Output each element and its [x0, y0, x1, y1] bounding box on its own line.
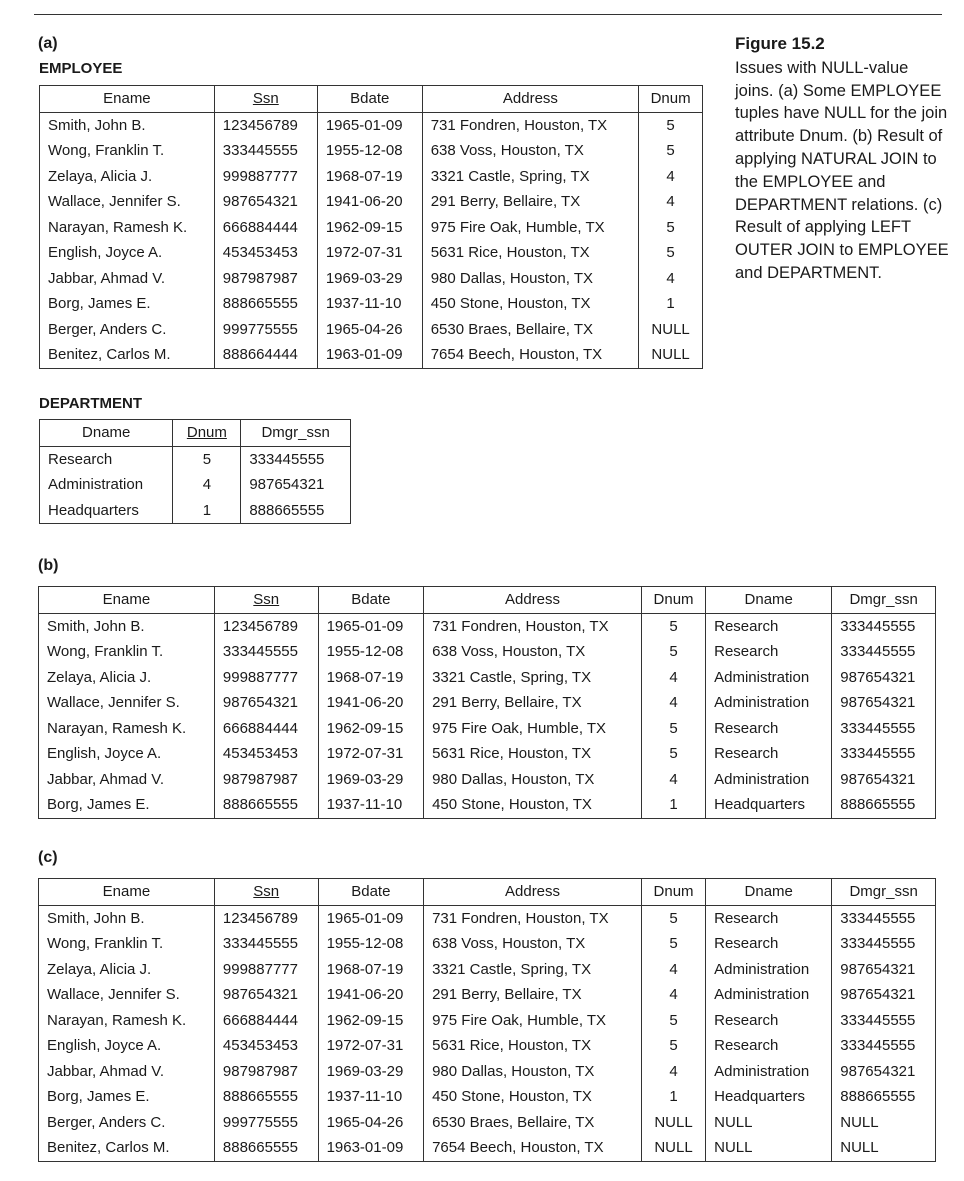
cell-ename: Zelaya, Alicia J. [47, 960, 152, 978]
cell-ssn: 666884444 [214, 215, 317, 241]
cell-bdate: 1965-01-09 [317, 112, 422, 138]
column-header-bdate: Bdate [318, 879, 424, 906]
cell-ename: Narayan, Ramesh K. [47, 1011, 187, 1029]
cell-bdate: 1941-06-20 [317, 189, 422, 215]
cell-ename: English, Joyce A. [47, 1037, 162, 1055]
employee-relation-name: EMPLOYEE [39, 60, 123, 77]
table-row [40, 342, 703, 368]
cell-dnum: 4 [639, 164, 703, 190]
cell-dnum: 4 [641, 767, 705, 793]
cell-dnum: NULL [641, 1110, 705, 1136]
cell-dname: Research [706, 716, 832, 742]
cell-bdate: 1969-03-29 [318, 1059, 424, 1085]
natural-join-table-body [39, 613, 936, 818]
cell-dnum: 5 [641, 1033, 705, 1059]
cell-dnum: 4 [639, 189, 703, 215]
cell-ssn: 987654321 [214, 189, 317, 215]
column-header-dmgr-ssn: Dmgr_ssn [832, 587, 936, 614]
cell-ssn: 999887777 [214, 164, 317, 190]
figure-title: Figure 15.2 [735, 34, 825, 53]
cell-dmgr-ssn: 987654321 [241, 472, 351, 498]
part-a-label: (a) [38, 35, 58, 52]
cell-dnum: 5 [639, 215, 703, 241]
column-header-dmgr-ssn: Dmgr_ssn [241, 420, 351, 447]
cell-dmgr-ssn: 333445555 [832, 931, 936, 957]
column-header-dname: Dname [40, 420, 173, 447]
cell-bdate: 1972-07-31 [318, 1033, 424, 1059]
cell-bdate: 1955-12-08 [317, 138, 422, 164]
cell-ssn: 453453453 [214, 741, 318, 767]
cell-ssn: 999887777 [214, 957, 318, 983]
cell-ssn: 888665555 [214, 1135, 318, 1161]
cell-dname: Administration [706, 957, 832, 983]
table-row [40, 215, 703, 241]
column-header-ssn: Ssn [214, 879, 318, 906]
cell-dname: Administration [48, 476, 144, 494]
cell-dmgr-ssn: 333445555 [832, 1033, 936, 1059]
cell-dnum: NULL [639, 342, 703, 368]
cell-dmgr-ssn: 987654321 [832, 982, 936, 1008]
cell-dname: Administration [706, 1059, 832, 1085]
cell-dmgr-ssn: 333445555 [832, 741, 936, 767]
cell-dname: Research [706, 639, 832, 665]
figure-caption [735, 33, 950, 285]
column-header-dname: Dname [706, 587, 832, 614]
cell-bdate: 1965-04-26 [317, 317, 422, 343]
cell-ename: Zelaya, Alicia J. [47, 668, 152, 686]
cell-dname: Headquarters [48, 501, 139, 519]
cell-dnum: 5 [641, 613, 705, 639]
cell-dnum: 4 [641, 690, 705, 716]
column-header-ename: Ename [39, 587, 215, 614]
cell-ssn: 453453453 [214, 1033, 318, 1059]
cell-dname: Research [706, 1008, 832, 1034]
cell-address: 3321 Castle, Spring, TX [424, 957, 642, 983]
table-row [40, 317, 703, 343]
cell-address: 450 Stone, Houston, TX [422, 291, 638, 317]
table-row [39, 931, 936, 957]
cell-bdate: 1968-07-19 [317, 164, 422, 190]
cell-ename: Borg, James E. [48, 295, 151, 313]
cell-address: 291 Berry, Bellaire, TX [422, 189, 638, 215]
cell-bdate: 1941-06-20 [318, 690, 424, 716]
cell-ssn: 888665555 [214, 1084, 318, 1110]
cell-address: 638 Voss, Houston, TX [422, 138, 638, 164]
employee-table-body [40, 112, 703, 368]
column-header-address: Address [424, 587, 642, 614]
cell-dnum: 1 [641, 1084, 705, 1110]
cell-ename: Benitez, Carlos M. [48, 346, 171, 364]
cell-dmgr-ssn: 987654321 [832, 957, 936, 983]
cell-dmgr-ssn: 888665555 [241, 498, 351, 524]
part-b-label: (b) [38, 557, 59, 574]
cell-dname: Headquarters [706, 792, 832, 818]
cell-ssn: 888664444 [214, 342, 317, 368]
employee-table [39, 85, 703, 369]
natural-join-table [38, 586, 936, 819]
cell-ssn: 999775555 [214, 1110, 318, 1136]
cell-dnum: 4 [639, 266, 703, 292]
cell-dname: Administration [706, 982, 832, 1008]
cell-bdate: 1965-01-09 [318, 905, 424, 931]
cell-ssn: 123456789 [214, 613, 318, 639]
cell-dnum: NULL [639, 317, 703, 343]
cell-ssn: 888665555 [214, 792, 318, 818]
cell-bdate: 1969-03-29 [318, 767, 424, 793]
cell-dmgr-ssn: NULL [832, 1135, 936, 1161]
cell-bdate: 1968-07-19 [318, 665, 424, 691]
cell-address: 5631 Rice, Houston, TX [422, 240, 638, 266]
cell-dnum: 1 [641, 792, 705, 818]
cell-bdate: 1937-11-10 [318, 1084, 424, 1110]
cell-address: 5631 Rice, Houston, TX [424, 741, 642, 767]
part-c-label: (c) [38, 849, 58, 866]
cell-dname: NULL [706, 1135, 832, 1161]
table-row [39, 1135, 936, 1161]
table-row [40, 446, 351, 472]
column-header-ename: Ename [40, 86, 215, 113]
table-row [39, 792, 936, 818]
cell-ename: Narayan, Ramesh K. [48, 218, 188, 236]
cell-address: 731 Fondren, Houston, TX [424, 613, 642, 639]
cell-dnum: 5 [639, 138, 703, 164]
cell-dmgr-ssn: 888665555 [832, 1084, 936, 1110]
cell-dmgr-ssn: 333445555 [832, 716, 936, 742]
table-row [39, 1008, 936, 1034]
table-row [39, 741, 936, 767]
cell-bdate: 1937-11-10 [318, 792, 424, 818]
cell-dnum: 5 [641, 931, 705, 957]
left-outer-join-header-row [39, 879, 936, 906]
cell-address: 6530 Braes, Bellaire, TX [424, 1110, 642, 1136]
cell-dnum: 5 [641, 639, 705, 665]
column-header-dnum: Dnum [641, 587, 705, 614]
cell-ssn: 987654321 [214, 690, 318, 716]
table-row [39, 1084, 936, 1110]
column-header-ename: Ename [39, 879, 215, 906]
cell-ename: Berger, Anders C. [47, 1113, 166, 1131]
column-header-bdate: Bdate [318, 587, 424, 614]
cell-ssn: 333445555 [214, 138, 317, 164]
column-header-ssn: Ssn [214, 86, 317, 113]
cell-ssn: 888665555 [214, 291, 317, 317]
column-header-address: Address [424, 879, 642, 906]
cell-bdate: 1937-11-10 [317, 291, 422, 317]
table-row [40, 112, 703, 138]
cell-address: 975 Fire Oak, Humble, TX [422, 215, 638, 241]
table-row [39, 639, 936, 665]
cell-dnum: 4 [641, 665, 705, 691]
cell-ename: Wallace, Jennifer S. [47, 986, 180, 1004]
cell-dmgr-ssn: 987654321 [832, 1059, 936, 1085]
cell-address: 638 Voss, Houston, TX [424, 639, 642, 665]
table-row [39, 1110, 936, 1136]
cell-dname: Research [706, 613, 832, 639]
cell-bdate: 1962-09-15 [318, 1008, 424, 1034]
table-row [40, 498, 351, 524]
cell-ename: Wong, Franklin T. [47, 643, 164, 661]
cell-ssn: 987987987 [214, 266, 317, 292]
cell-address: 7654 Beech, Houston, TX [422, 342, 638, 368]
table-row [40, 240, 703, 266]
cell-dmgr-ssn: 888665555 [832, 792, 936, 818]
cell-dname: NULL [706, 1110, 832, 1136]
cell-dnum: 5 [641, 741, 705, 767]
cell-dnum: 4 [173, 472, 241, 498]
cell-bdate: 1965-01-09 [318, 613, 424, 639]
cell-ssn: 987987987 [214, 1059, 318, 1085]
cell-bdate: 1972-07-31 [318, 741, 424, 767]
cell-dnum: 5 [639, 240, 703, 266]
column-header-dmgr-ssn: Dmgr_ssn [832, 879, 936, 906]
cell-address: 5631 Rice, Houston, TX [424, 1033, 642, 1059]
cell-address: 975 Fire Oak, Humble, TX [424, 716, 642, 742]
cell-bdate: 1963-01-09 [317, 342, 422, 368]
cell-address: 980 Dallas, Houston, TX [422, 266, 638, 292]
table-row [40, 164, 703, 190]
cell-dnum: 4 [641, 982, 705, 1008]
cell-ename: Wong, Franklin T. [48, 142, 165, 160]
cell-ename: Borg, James E. [47, 796, 150, 814]
cell-address: 3321 Castle, Spring, TX [424, 665, 642, 691]
cell-ename: Jabbar, Ahmad V. [47, 1062, 165, 1080]
cell-address: 6530 Braes, Bellaire, TX [422, 317, 638, 343]
table-row [40, 189, 703, 215]
cell-bdate: 1968-07-19 [318, 957, 424, 983]
cell-dmgr-ssn: 333445555 [832, 639, 936, 665]
table-row [39, 905, 936, 931]
cell-ssn: 123456789 [214, 905, 318, 931]
cell-ssn: 999775555 [214, 317, 317, 343]
cell-dnum: 5 [641, 1008, 705, 1034]
cell-address: 450 Stone, Houston, TX [424, 1084, 642, 1110]
top-rule [34, 14, 942, 15]
table-row [39, 1059, 936, 1085]
table-row [40, 266, 703, 292]
table-row [39, 767, 936, 793]
cell-ename: Jabbar, Ahmad V. [48, 269, 166, 287]
table-row [39, 613, 936, 639]
cell-ssn: 666884444 [214, 716, 318, 742]
cell-ssn: 453453453 [214, 240, 317, 266]
table-row [40, 291, 703, 317]
cell-dnum: 1 [639, 291, 703, 317]
cell-dname: Research [706, 905, 832, 931]
cell-bdate: 1962-09-15 [317, 215, 422, 241]
cell-ename: English, Joyce A. [48, 244, 163, 262]
cell-bdate: 1955-12-08 [318, 931, 424, 957]
cell-dmgr-ssn: NULL [832, 1110, 936, 1136]
cell-dname: Administration [706, 665, 832, 691]
cell-ename: Wong, Franklin T. [47, 935, 164, 953]
cell-bdate: 1941-06-20 [318, 982, 424, 1008]
table-row [39, 690, 936, 716]
column-header-dnum: Dnum [639, 86, 703, 113]
table-row [39, 716, 936, 742]
cell-dmgr-ssn: 987654321 [832, 665, 936, 691]
column-header-address: Address [422, 86, 638, 113]
cell-ename: Berger, Anders C. [48, 320, 167, 338]
cell-bdate: 1955-12-08 [318, 639, 424, 665]
column-header-dnum: Dnum [641, 879, 705, 906]
cell-dname: Research [706, 931, 832, 957]
column-header-bdate: Bdate [317, 86, 422, 113]
table-row [39, 1033, 936, 1059]
column-header-dnum: Dnum [173, 420, 241, 447]
cell-dname: Administration [706, 690, 832, 716]
cell-dmgr-ssn: 333445555 [832, 905, 936, 931]
cell-ssn: 333445555 [214, 639, 318, 665]
cell-address: 291 Berry, Bellaire, TX [424, 690, 642, 716]
cell-address: 291 Berry, Bellaire, TX [424, 982, 642, 1008]
cell-ename: Zelaya, Alicia J. [48, 167, 153, 185]
cell-dnum: 4 [641, 957, 705, 983]
cell-dname: Headquarters [706, 1084, 832, 1110]
cell-address: 731 Fondren, Houston, TX [424, 905, 642, 931]
employee-header-row [40, 86, 703, 113]
column-header-dname: Dname [706, 879, 832, 906]
cell-dmgr-ssn: 333445555 [832, 613, 936, 639]
cell-dmgr-ssn: 987654321 [832, 767, 936, 793]
cell-ename: Borg, James E. [47, 1088, 150, 1106]
cell-ename: Smith, John B. [48, 116, 146, 134]
cell-dname: Research [48, 450, 113, 468]
table-row [39, 665, 936, 691]
cell-dname: Research [706, 1033, 832, 1059]
cell-bdate: 1965-04-26 [318, 1110, 424, 1136]
table-row [39, 982, 936, 1008]
cell-dmgr-ssn: 333445555 [241, 446, 351, 472]
cell-dmgr-ssn: 333445555 [832, 1008, 936, 1034]
cell-ssn: 123456789 [214, 112, 317, 138]
cell-dname: Administration [706, 767, 832, 793]
cell-dnum: 5 [639, 112, 703, 138]
column-header-ssn: Ssn [214, 587, 318, 614]
cell-ename: Narayan, Ramesh K. [47, 719, 187, 737]
cell-ssn: 987654321 [214, 982, 318, 1008]
cell-address: 638 Voss, Houston, TX [424, 931, 642, 957]
cell-ssn: 333445555 [214, 931, 318, 957]
cell-address: 3321 Castle, Spring, TX [422, 164, 638, 190]
department-table-body [40, 446, 351, 524]
cell-dnum: 5 [173, 446, 241, 472]
cell-address: 7654 Beech, Houston, TX [424, 1135, 642, 1161]
left-outer-join-table [38, 878, 936, 1162]
table-row [39, 957, 936, 983]
cell-dnum: 4 [641, 1059, 705, 1085]
cell-ename: Wallace, Jennifer S. [47, 694, 180, 712]
department-header-row [40, 420, 351, 447]
cell-address: 980 Dallas, Houston, TX [424, 1059, 642, 1085]
cell-bdate: 1963-01-09 [318, 1135, 424, 1161]
cell-dnum: NULL [641, 1135, 705, 1161]
cell-ename: Benitez, Carlos M. [47, 1139, 170, 1157]
cell-ename: English, Joyce A. [47, 745, 162, 763]
cell-bdate: 1972-07-31 [317, 240, 422, 266]
cell-ename: Jabbar, Ahmad V. [47, 770, 165, 788]
cell-dnum: 1 [173, 498, 241, 524]
cell-bdate: 1969-03-29 [317, 266, 422, 292]
cell-address: 975 Fire Oak, Humble, TX [424, 1008, 642, 1034]
cell-ssn: 999887777 [214, 665, 318, 691]
figure-caption-text: Issues with NULL-value joins. (a) Some EMPLOYEE tuples have NULL for the join attribute Dnum. (b) Result of applying NATURAL JOIN to the EMPLOYEE and DEPARTMENT relations. (c) Result of applying LEFT OUTER JOIN to EMPLOYEE and DEPARTMENT. [735, 58, 949, 282]
cell-ssn: 666884444 [214, 1008, 318, 1034]
cell-ename: Smith, John B. [47, 617, 145, 635]
cell-dmgr-ssn: 987654321 [832, 690, 936, 716]
cell-ssn: 987987987 [214, 767, 318, 793]
cell-dnum: 5 [641, 905, 705, 931]
left-outer-join-table-body [39, 905, 936, 1161]
cell-address: 731 Fondren, Houston, TX [422, 112, 638, 138]
cell-dnum: 5 [641, 716, 705, 742]
table-row [40, 472, 351, 498]
natural-join-header-row [39, 587, 936, 614]
cell-dname: Research [706, 741, 832, 767]
department-table [39, 419, 351, 524]
cell-address: 450 Stone, Houston, TX [424, 792, 642, 818]
cell-bdate: 1962-09-15 [318, 716, 424, 742]
cell-ename: Smith, John B. [47, 909, 145, 927]
cell-address: 980 Dallas, Houston, TX [424, 767, 642, 793]
department-relation-name: DEPARTMENT [39, 395, 143, 412]
table-row [40, 138, 703, 164]
cell-ename: Wallace, Jennifer S. [48, 193, 181, 211]
